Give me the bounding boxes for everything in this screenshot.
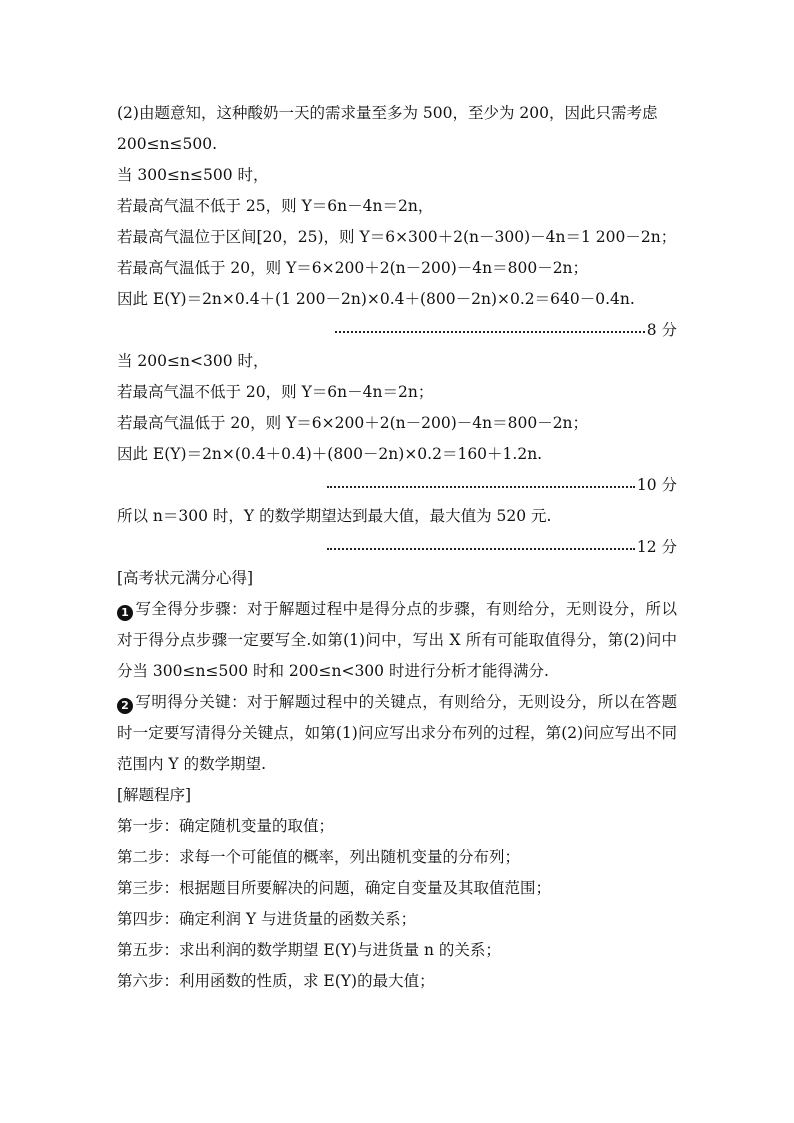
section-heading: [高考状元满分心得] [117,569,254,587]
text-line: (2)由题意知，这种酸奶一天的需求量至多为 500，至少为 200，因此只需考虑 [117,104,658,122]
dotted-leader [327,484,635,488]
step-line: 第一步：确定随机变量的取值； [117,817,335,835]
text-line: 200≤n≤500. [117,135,218,153]
text-line: 当 200≤n<300 时， [117,352,269,370]
score-marker-8 [117,315,677,346]
step-line: 第三步：根据题目所要解决的问题，确定自变量及其取值范围； [117,879,552,897]
tip-text: 写全得分步骤：对于解题过程中是得分点的步骤，有则给分，无则设分，所以对于得分点步骤一定要写全.如第(1)问中，写出 X 所有可能取值得分，第(2)问中分当 300≤n≤500 时和 200≤n<300 时进行分析才能得满分. [117,600,677,680]
number-badge-icon: 1 [117,605,133,621]
score-label: 10 分 [636,476,677,494]
step-line: 第二步：求每一个可能值的概率，列出随机变量的分布列； [117,848,521,866]
text-line: 若最高气温低于 20，则 Y＝6×200＋2(n－200)－4n＝800－2n； [117,259,589,277]
document-page [117,98,677,997]
dotted-leader [335,329,645,333]
text-line: 若最高气温位于区间[20，25)，则 Y＝6×300＋2(n－300)－4n＝1 200－2n； [117,228,677,246]
tip-paragraph-1 [117,594,677,687]
score-marker-12 [117,532,677,563]
text-line: 当 300≤n≤500 时， [117,166,269,184]
score-label: 12 分 [636,538,677,556]
text-line: 所以 n＝300 时，Y 的数学期望达到最大值，最大值为 520 元. [117,507,552,525]
dotted-leader [327,546,635,550]
score-label: 8 分 [646,321,677,339]
section-heading: [解题程序] [117,786,192,804]
score-marker-10 [117,470,677,501]
tip-text: 写明得分关键：对于解题过程中的关键点，有则给分，无则设分，所以在答题时一定要写清得分关键点，如第(1)问应写出求分布列的过程，第(2)问应写出不同范围内 Y 的数学期望. [117,693,677,773]
text-line: 若最高气温不低于 20，则 Y＝6n－4n＝2n； [117,383,434,401]
step-line: 第五步：求出利润的数学期望 E(Y)与进货量 n 的关系； [117,941,501,959]
text-line: 若最高气温低于 20，则 Y＝6×200＋2(n－200)－4n＝800－2n； [117,414,589,432]
text-line: 若最高气温不低于 25，则 Y＝6n－4n＝2n， [117,197,434,215]
step-line: 第四步：确定利润 Y 与进货量的函数关系； [117,910,417,928]
number-badge-icon: 2 [117,698,133,714]
step-line: 第六步：利用函数的性质，求 E(Y)的最大值； [117,972,435,990]
tip-paragraph-2 [117,687,677,780]
text-line: 因此 E(Y)＝2n×(0.4＋0.4)＋(800－2n)×0.2＝160＋1.2n. [117,445,543,463]
text-line: 因此 E(Y)＝2n×0.4＋(1 200－2n)×0.4＋(800－2n)×0.2＝640－0.4n. [117,290,635,308]
